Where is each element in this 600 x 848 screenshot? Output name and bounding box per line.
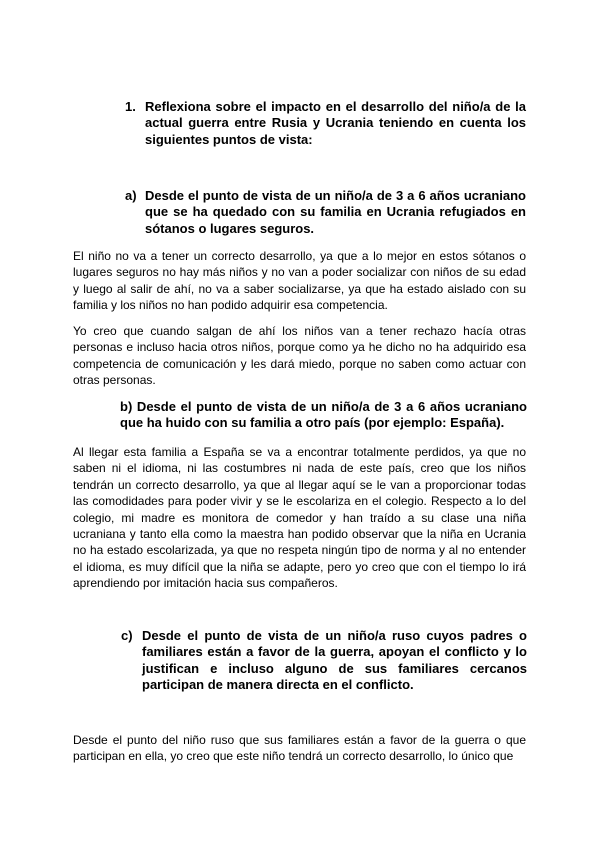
section-a-heading-text: Desde el punto de vista de un niño/a de 3 a 6 años ucraniano que se ha quedado con su familia en Ucrania refugiados en sótanos o lugares seguros. xyxy=(145,188,526,236)
section-c-heading xyxy=(121,628,527,693)
section-b-paragraph: Al llegar esta familia a España se va a encontrar totalmente perdidos, ya que no saben ni el idioma, ni las costumbres ni nada de este país, creo que los niños tendrán un correcto desarrollo, ya que al llegar aquí se le van a proporcionar todas las comodidades para poder vivir y se le escolariza en el colegio. Respecto a lo del colegio, mi madre es monitora de comedor y han traído a su clase una niña ucraniana y tanto ella como la maestra han podido observar que la niña en Ucrania no ha estado escolarizada, ya que no respeta ningún tipo de norma y al no entender el idioma, es muy difícil que la niña se adapte, pero yo creo que con el tiempo lo irá aprendiendo por imitación hacia sus compañeros. xyxy=(73,445,526,591)
section-c-marker: c) xyxy=(121,628,133,643)
section-c-paragraph: Desde el punto del niño ruso que sus familiares están a favor de la guerra o que participan en ella, yo creo que este niño tendrá un correcto desarrollo, lo único que xyxy=(73,733,526,764)
section-a-heading xyxy=(125,188,526,237)
section-b-heading: b) Desde el punto de vista de un niño/a de 3 a 6 años ucraniano que ha huido con su familia a otro país (por ejemplo: España). xyxy=(120,399,527,431)
question-1 xyxy=(125,99,526,148)
section-a-marker: a) xyxy=(125,188,137,203)
section-c-heading-text: Desde el punto de vista de un niño/a ruso cuyos padres o familiares están a favor de la guerra, apoyan el conflicto y lo justifican e incluso alguno de sus familiares cercanos participan de manera directa en el conflicto. xyxy=(142,628,527,692)
question-1-text: Reflexiona sobre el impacto en el desarrollo del niño/a de la actual guerra entre Rusia y Ucrania teniendo en cuenta los siguientes puntos de vista: xyxy=(145,99,526,147)
question-1-number: 1. xyxy=(125,99,136,114)
section-a-paragraph-2: Yo creo que cuando salgan de ahí los niños van a tener rechazo hacía otras personas e incluso hacia otros niños, porque como ya he dicho no ha adquirido esa competencia de comunicación y les dará miedo, porque no saben como actuar con otras personas. xyxy=(73,324,526,388)
section-a-paragraph-1: El niño no va a tener un correcto desarrollo, ya que a lo mejor en estos sótanos o lugares seguros no hay más niños y no van a poder socializar con niños de su edad y luego al salir de ahí, no va a saber socializarse, ya que ha estado aislado con su familia y los niños no han podido adquirir esa competencia. xyxy=(73,249,526,313)
